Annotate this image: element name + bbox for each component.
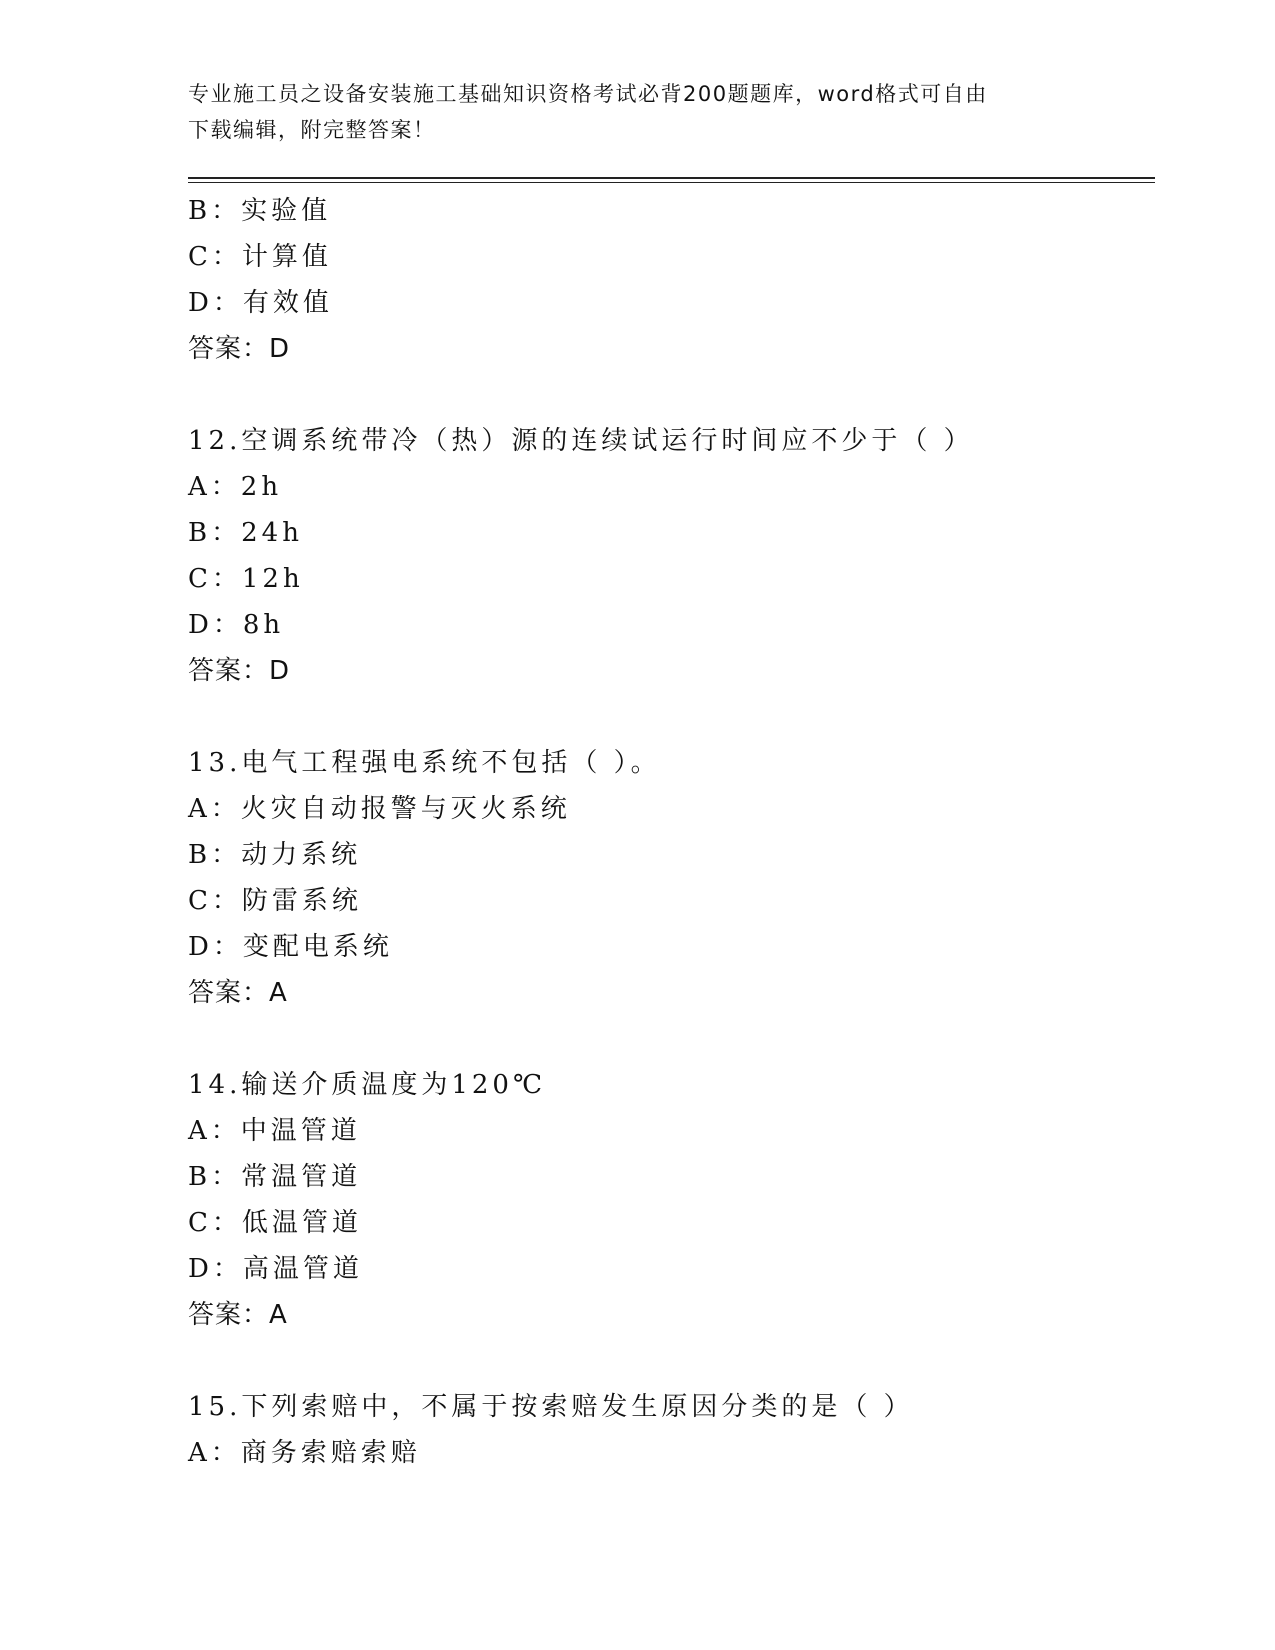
header-rule-thick bbox=[188, 177, 1155, 179]
option-b: B：24h bbox=[188, 518, 303, 548]
question-stem: 12.空调系统带冷（热）源的连续试运行时间应不少于（ ） bbox=[188, 426, 974, 456]
option-d: D：高温管道 bbox=[188, 1254, 363, 1284]
header-line-1: 专业施工员之设备安装施工基础知识资格考试必背200题题库，word格式可自由 bbox=[188, 82, 988, 106]
option-b: B：动力系统 bbox=[188, 840, 362, 870]
question-list bbox=[188, 188, 1148, 1476]
option-c: C：防雷系统 bbox=[188, 886, 362, 916]
document-header bbox=[188, 76, 1088, 148]
answer-line: 答案：D bbox=[188, 334, 291, 364]
option-a: A：2h bbox=[188, 472, 283, 502]
header-rule-thin bbox=[188, 182, 1155, 183]
option-d: D：有效值 bbox=[188, 288, 333, 318]
question-stem: 15.下列索赔中，不属于按索赔发生原因分类的是（ ） bbox=[188, 1392, 914, 1422]
question-15 bbox=[188, 1384, 1148, 1476]
option-c: C：计算值 bbox=[188, 242, 332, 272]
option-a: A：火灾自动报警与灭火系统 bbox=[188, 794, 571, 824]
question-stem: 13.电气工程强电系统不包括（ ）。 bbox=[188, 748, 661, 778]
option-a: A：中温管道 bbox=[188, 1116, 361, 1146]
question-13 bbox=[188, 740, 1148, 1016]
option-c: C：低温管道 bbox=[188, 1208, 362, 1238]
option-c: C：12h bbox=[188, 564, 304, 594]
question-14 bbox=[188, 1062, 1148, 1338]
question-12 bbox=[188, 418, 1148, 694]
answer-line: 答案：A bbox=[188, 1300, 288, 1330]
header-line-2: 下载编辑，附完整答案！ bbox=[188, 118, 436, 142]
answer-line: 答案：D bbox=[188, 656, 291, 686]
answer-line: 答案：A bbox=[188, 978, 288, 1008]
option-b: B：常温管道 bbox=[188, 1162, 362, 1192]
option-d: D：变配电系统 bbox=[188, 932, 393, 962]
option-b: B：实验值 bbox=[188, 196, 332, 226]
option-a: A：商务索赔索赔 bbox=[188, 1438, 421, 1468]
question-fragment bbox=[188, 188, 1148, 372]
question-stem: 14.输送介质温度为120℃ bbox=[188, 1070, 547, 1100]
option-d: D：8h bbox=[188, 610, 285, 640]
